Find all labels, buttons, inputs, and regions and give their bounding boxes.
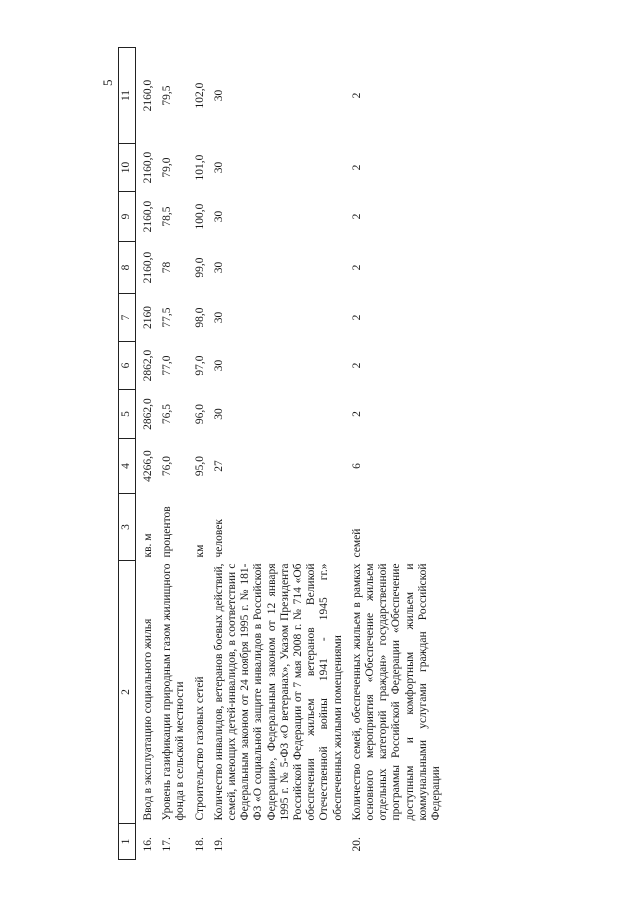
- indicator-name: Количество семей, обеспеченных жильем в рамках основного мероприятия «Обеспечение жильем отдельных категорий граждан» государственной программы Российской Федерации «Обеспечение доступным и комфортным жильем и коммунальными услугами граждан Российской Федерации: [350, 563, 443, 821]
- unit-cell: семей: [350, 528, 363, 558]
- value-cell: 4266,0: [142, 450, 154, 482]
- value-cell: 30: [212, 359, 225, 372]
- value-cell: 78,5: [161, 206, 174, 227]
- unit-cell: км: [193, 544, 206, 558]
- value-cell: 98,0: [193, 307, 206, 328]
- value-cell: 2: [350, 362, 363, 369]
- value-cell: 76,5: [161, 403, 174, 425]
- value-cell: 101,0: [193, 154, 206, 181]
- unit-cell: кв. м: [142, 533, 154, 558]
- value-cell: 30: [212, 210, 225, 223]
- indicator-name: Строительство газовых сетей: [193, 676, 206, 821]
- value-cell: 79,0: [161, 157, 174, 178]
- unit-cell: человек: [212, 519, 225, 558]
- row-number: 20.: [350, 837, 363, 852]
- value-cell: 99,0: [193, 257, 206, 278]
- table-row: [345, 48, 443, 860]
- value-cell: 2: [350, 264, 363, 271]
- value-cell: 2862,0: [142, 398, 154, 430]
- table-header-row: [119, 48, 136, 860]
- value-cell: 2862,0: [142, 349, 154, 382]
- row-number: 19.: [212, 837, 225, 852]
- value-cell: 95,0: [193, 455, 206, 477]
- value-cell: 2: [350, 411, 363, 417]
- value-cell: 30: [212, 89, 225, 102]
- value-cell: 2160: [142, 306, 154, 329]
- value-cell: 102,0: [193, 82, 206, 109]
- table-row: [188, 48, 207, 860]
- row-number: 16.: [142, 837, 154, 852]
- value-cell: 30: [212, 311, 225, 324]
- value-cell: 27: [212, 460, 225, 472]
- value-cell: 78: [161, 261, 174, 274]
- header-cell: 10: [119, 144, 136, 192]
- header-cell: 4: [119, 439, 136, 494]
- value-cell: 2160,0: [142, 151, 154, 184]
- value-cell: 30: [212, 161, 225, 174]
- value-cell: 2: [350, 314, 363, 321]
- row-number: 17.: [161, 837, 174, 852]
- value-cell: 30: [212, 261, 225, 274]
- table-row: [207, 48, 345, 860]
- value-cell: 100,0: [193, 203, 206, 230]
- header-cell: 6: [119, 342, 136, 390]
- value-cell: 2: [350, 92, 363, 99]
- value-cell: 96,0: [193, 403, 206, 425]
- page-number: 5: [100, 79, 115, 86]
- indicator-name: Ввод в эксплуатацию социального жилья: [142, 618, 154, 821]
- unit-cell: процентов: [161, 506, 174, 558]
- header-cell: 9: [119, 192, 136, 242]
- value-cell: 30: [212, 408, 225, 420]
- value-cell: 77,5: [161, 307, 174, 328]
- header-cell: 11: [119, 48, 136, 144]
- value-cell: 79,5: [161, 85, 174, 106]
- header-cell: 3: [119, 494, 136, 561]
- value-cell: 2: [350, 213, 363, 220]
- header-cell: 8: [119, 242, 136, 294]
- row-number: 18.: [193, 837, 206, 852]
- header-cell: 7: [119, 294, 136, 342]
- value-cell: 76,0: [161, 455, 174, 477]
- value-cell: 2160,0: [142, 251, 154, 284]
- header-cell: 5: [119, 390, 136, 439]
- header-cell: 2: [119, 561, 136, 824]
- value-cell: 77,0: [161, 355, 174, 376]
- header-cell: 1: [119, 824, 136, 860]
- indicator-name: Количество инвалидов, ветеранов боевых действий, семей, имеющих детей-инвалидов, в соответствии с Федеральным законом от 24 ноября 1995 г. № 181-ФЗ «О социальной защите инвалидов в Российской Федерации», Федеральным законом от 12 января 1995 г. № 5-ФЗ «О ветеранах», Указом Президента Российской Федерации от 7 мая 2008 г. № 714 «Об обеспечении жильем ветеранов Великой Отечественной войны 1941 - 1945 гг.» обеспеченных жилыми помещениями: [212, 563, 344, 821]
- indicators-table: [118, 47, 443, 860]
- value-cell: 97,0: [193, 355, 206, 376]
- value-cell: 6: [350, 463, 363, 469]
- table-row: [136, 48, 156, 860]
- value-cell: 2160,0: [142, 79, 154, 112]
- indicator-name: Уровень газификации природным газом жилищного фонда в сельской местности: [161, 563, 187, 821]
- value-cell: 2: [350, 164, 363, 171]
- value-cell: 2160,0: [142, 200, 154, 233]
- table-row: [155, 48, 187, 860]
